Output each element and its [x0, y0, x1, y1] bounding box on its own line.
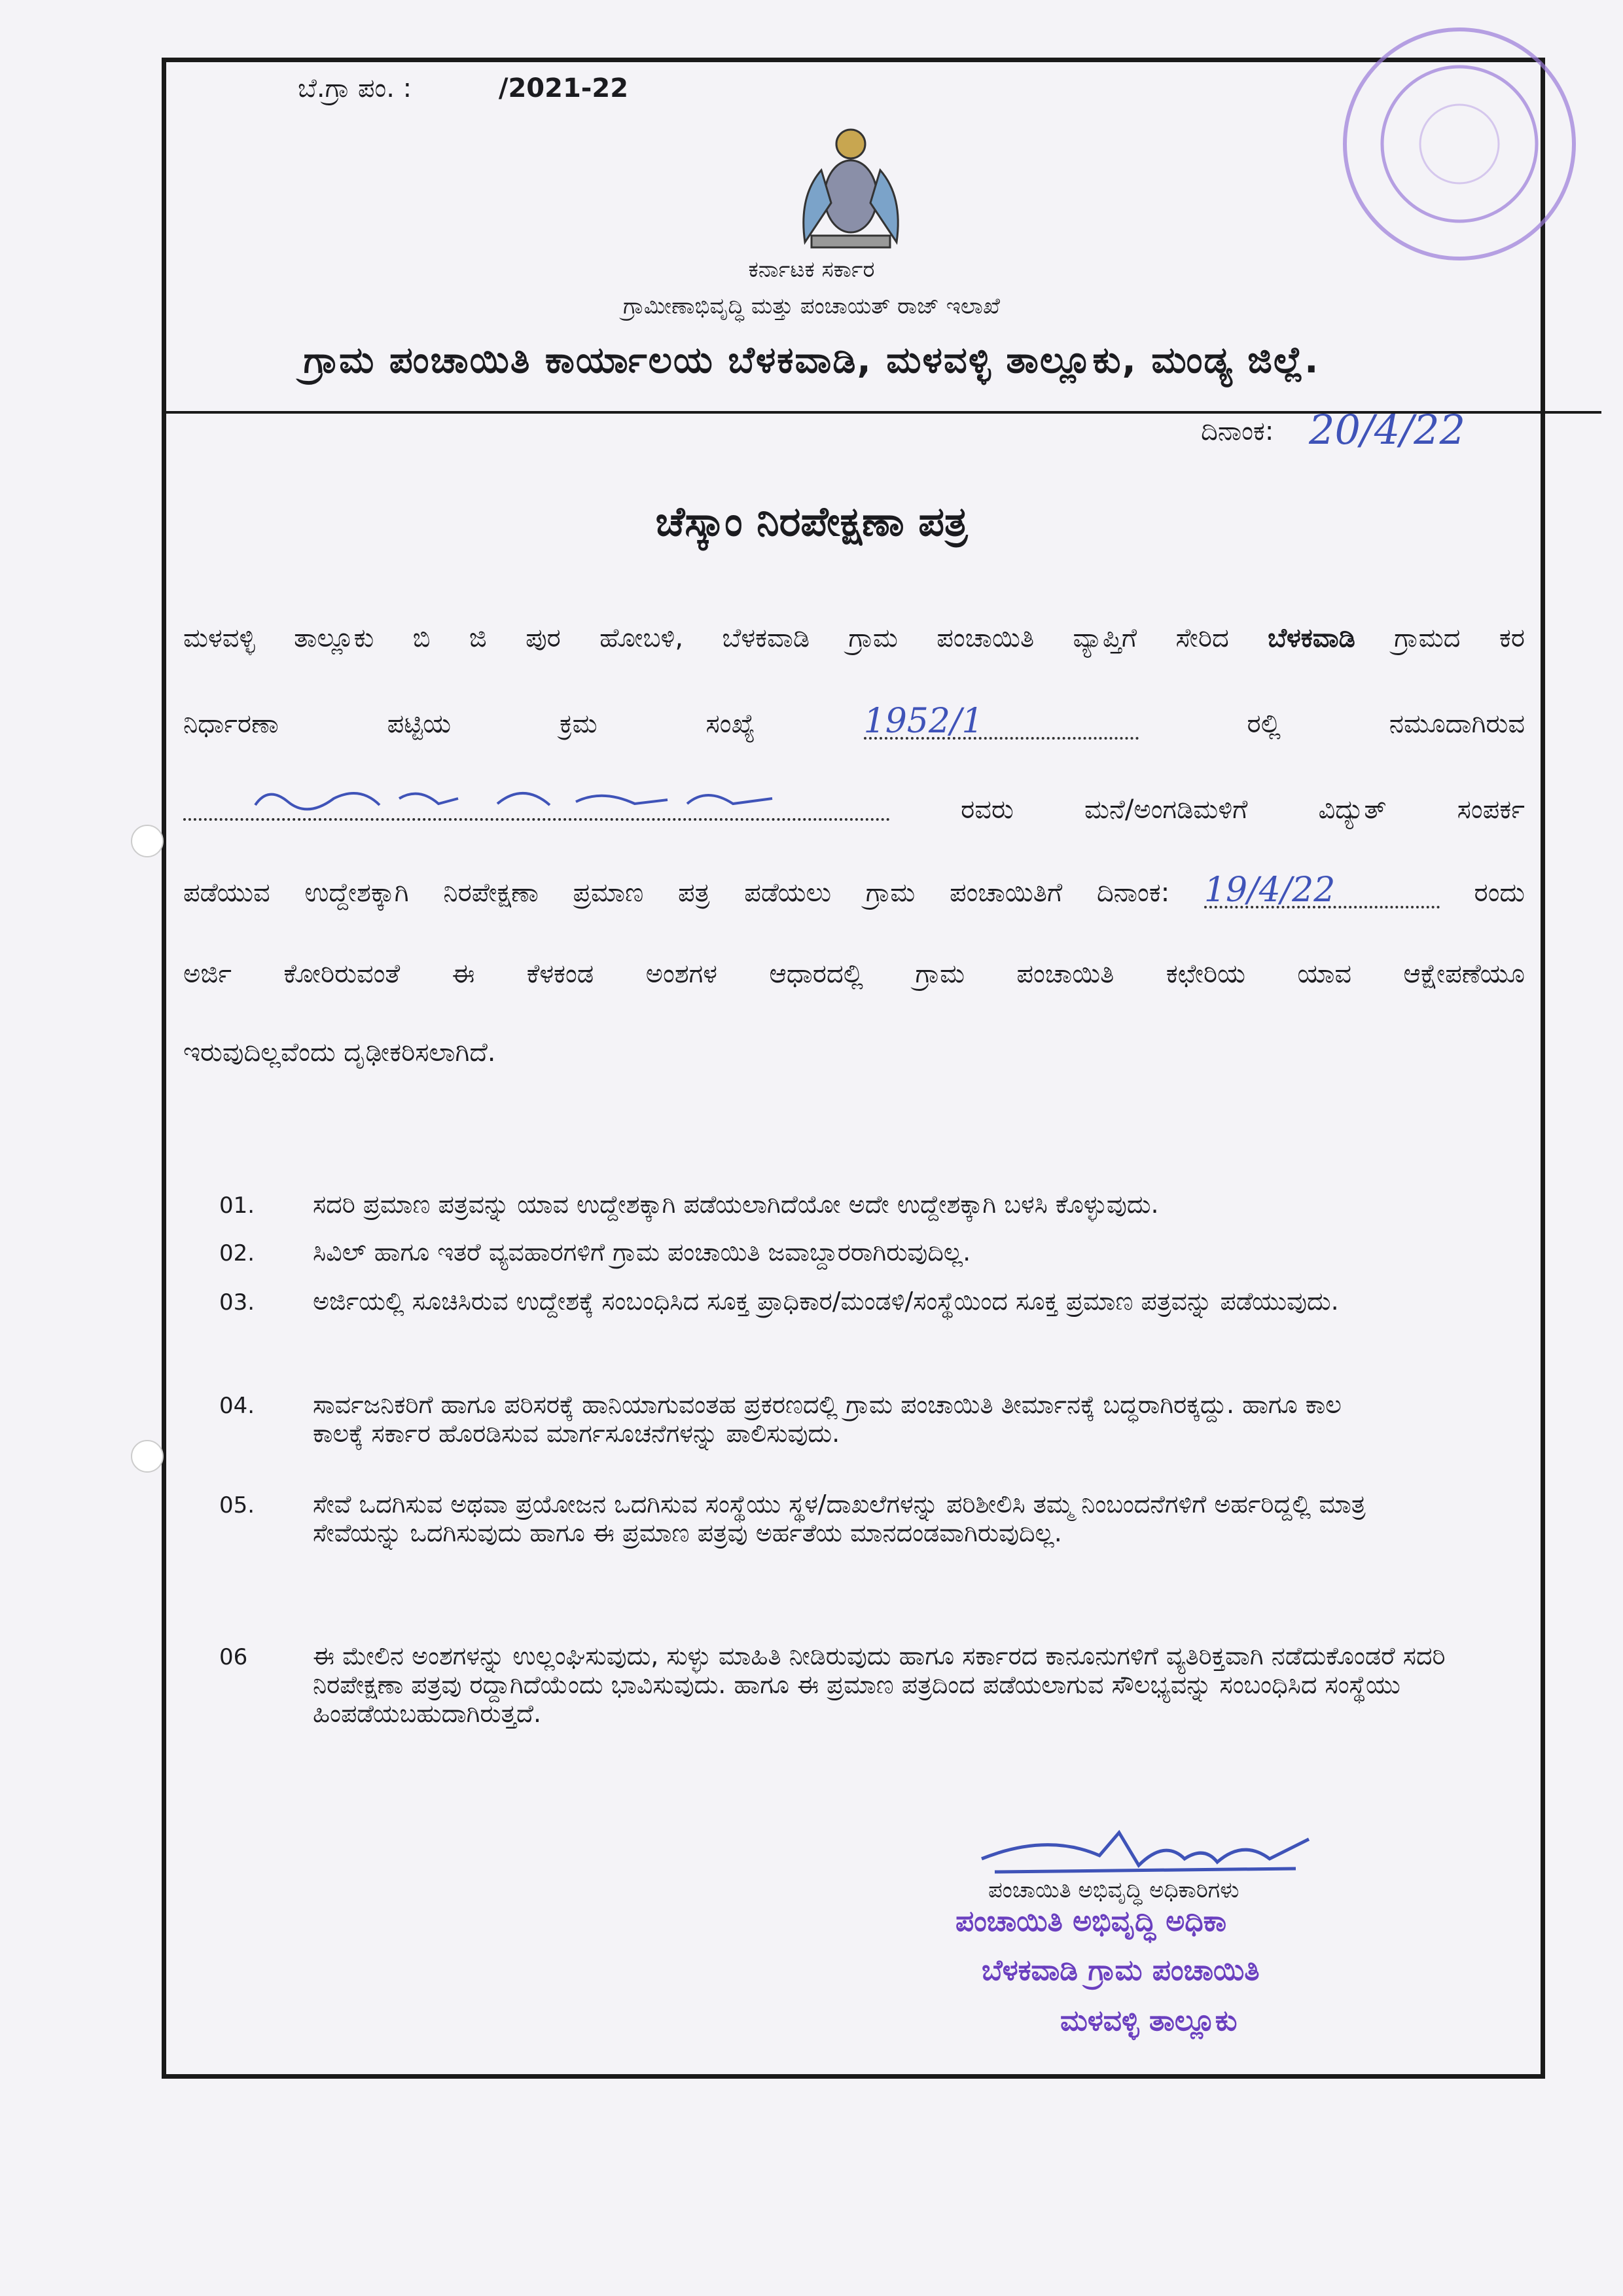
body-line-1: ಮಳವಳ್ಳಿ ತಾಲ್ಲೂಕು ಬಿ ಜಿ ಪುರ ಹೋಬಳಿ, ಬೆಳಕವಾಡಿ ಗ್ರಾಮ ಪಂಚಾಯಿತಿ ವ್ಯಾಪ್ತಿಗೆ ಸೇರಿದ ಬೆಳಕವಾಡಿ ಗ್ರಾಮದ ಕರ	[183, 623, 1525, 653]
condition-text: ಈ ಮೇಲಿನ ಅಂಶಗಳನ್ನು ಉಲ್ಲಂಘಿಸುವುದು, ಸುಳ್ಳು ಮಾಹಿತಿ ನೀಡಿರುವುದು ಹಾಗೂ ಸರ್ಕಾರದ ಕಾನೂನುಗಳಿಗೆ ವ್ಯತಿರಿಕ್ತವಾಗಿ ನಡೆದುಕೊಂಡರೆ ಸದರಿ ನಿರಪೇಕ್ಷಣಾ ಪತ್ರವು ರದ್ದಾಗಿದೆಯೆಂದು ಭಾವಿಸುವುದು. ಹಾಗೂ ಈ ಪ್ರಮಾಣ ಪತ್ರದಿಂದ ಪಡೆಯಲಾಗುವ ಸೌಲಭ್ಯವನ್ನು ಸಂಬಂಧಿಸಿದ ಸಂಸ್ಥೆಯು ಹಿಂಪಡೆಯಬಹುದಾಗಿರುತ್ತದೆ.	[313, 1641, 1446, 1728]
condition-text: ಸಾರ್ವಜನಿಕರಿಗೆ ಹಾಗೂ ಪರಿಸರಕ್ಕೆ ಹಾನಿಯಾಗುವಂತಹ ಪ್ರಕರಣದಲ್ಲಿ ಗ್ರಾಮ ಪಂಚಾಯಿತಿ ತೀರ್ಮಾನಕ್ಕೆ ಬದ್ಧರಾಗಿರಕ್ಕದ್ದು. ಹಾಗೂ ಕಾಲ ಕಾಲಕ್ಕೆ ಸರ್ಕಾರ ಹೊರಡಿಸುವ ಮಾರ್ಗಸೂಚನೆಗಳನ್ನು ಪಾಲಿಸುವುದು.	[313, 1390, 1342, 1448]
condition-number: 04.	[219, 1393, 255, 1419]
condition-number: 02.	[219, 1240, 255, 1266]
condition-number: 01.	[219, 1193, 255, 1219]
department-name: ಗ್ರಾಮೀಣಾಭಿವೃದ್ಧಿ ಮತ್ತು ಪಂಚಾಯತ್ ರಾಜ್ ಇಲಾಖೆ	[622, 293, 1001, 319]
condition-text: ಅರ್ಜಿಯಲ್ಲಿ ಸೂಚಿಸಿರುವ ಉದ್ದೇಶಕ್ಕೆ ಸಂಬಂಧಿಸಿದ ಸೂಕ್ತ ಪ್ರಾಧಿಕಾರ/ಮಂಡಳಿ/ಸಂಸ್ಥೆಯಿಂದ ಸೂಕ್ತ ಪ್ರಮಾಣ ಪತ್ರವನ್ನು ಪಡೆಯುವುದು.	[313, 1287, 1339, 1316]
ref-value: /2021-22	[498, 73, 629, 103]
condition-text: ಸದರಿ ಪ್ರಮಾಣ ಪತ್ರವನ್ನು ಯಾವ ಉದ್ದೇಶಕ್ಕಾಗಿ ಪಡೆಯಲಾಗಿದೆಯೋ ಅದೇ ಉದ್ದೇಶಕ್ಕಾಗಿ ಬಳಸಿ ಕೊಳ್ಳುವುದು.	[313, 1190, 1159, 1219]
signatory-title: ಪಂಚಾಯಿತಿ ಅಭಿವೃದ್ಧಿ ಅಧಿಕಾರಿಗಳು	[988, 1877, 1240, 1903]
condition-text: ಸಿವಿಲ್ ಹಾಗೂ ಇತರೆ ವ್ಯವಹಾರಗಳಿಗೆ ಗ್ರಾಮ ಪಂಚಾಯಿತಿ ಜವಾಬ್ದಾರರಾಗಿರುವುದಿಲ್ಲ.	[313, 1238, 971, 1266]
office-name: ಗ್ರಾಮ ಪಂಚಾಯಿತಿ ಕಾರ್ಯಾಲಯ ಬೆಳಕವಾಡಿ, ಮಳವಳ್ಳಿ ತಾಲ್ಲೂಕು, ಮಂಡ್ಯ ಜಿಲ್ಲೆ.	[303, 339, 1320, 382]
condition-number: 05.	[219, 1492, 255, 1518]
condition-text: ಸೇವೆ ಒದಗಿಸುವ ಅಥವಾ ಪ್ರಯೋಜನ ಒದಗಿಸುವ ಸಂಸ್ಥೆಯು ಸ್ಥಳ/ದಾಖಲೆಗಳನ್ನು ಪರಿಶೀಲಿಸಿ ತಮ್ಮ ನಿಂಬಂದನೆಗಳಿಗೆ ಅರ್ಹರಿದ್ದಲ್ಲಿ ಮಾತ್ರ ಸೇವೆಯನ್ನು ಒದಗಿಸುವುದು ಹಾಗೂ ಈ ಪ್ರಮಾಣ ಪತ್ರವು ಅರ್ಹತೆಯ ಮಾನದಂಡವಾಗಿರುವುದಿಲ್ಲ.	[313, 1490, 1366, 1547]
body-line-3: ರವರು ಮನೆ/ಅಂಗಡಿಮಳಿಗೆ ವಿದ್ಯುತ್ ಸಂಪರ್ಕ	[183, 792, 1525, 823]
body-line-4: ಪಡೆಯುವ ಉದ್ದೇಶಕ್ಕಾಗಿ ನಿರಪೇಕ್ಷಣಾ ಪ್ರಮಾಣ ಪತ್ರ ಪಡೆಯಲು ಗ್ರಾಮ ಪಂಚಾಯಿತಿಗೆ ದಿನಾಂಕ: 19/4/22 ರಂದು	[183, 870, 1525, 910]
village-name: ಬೆಳಕವಾಡಿ	[1268, 623, 1355, 653]
punch-hole	[131, 1440, 164, 1473]
body-line-2: ನಿರ್ಧಾರಣಾ ಪಟ್ಟಿಯ ಕ್ರಮ ಸಂಖ್ಯೆ 1952/1 ರಲ್ಲಿ ನಮೂದಾಗಿರುವ	[183, 702, 1525, 741]
serial-number: 1952/1	[863, 702, 984, 741]
punch-hole	[131, 825, 164, 857]
body-line-5: ಅರ್ಜಿ ಕೋರಿರುವಂತೆ ಈ ಕೆಳಕಂಡ ಅಂಶಗಳ ಆಧಾರದಲ್ಲಿ ಗ್ರಾಮ ಪಂಚಾಯಿತಿ ಕಛೇರಿಯ ಯಾವ ಆಕ್ಷೇಪಣೆಯೂ	[183, 959, 1525, 989]
state-emblem-icon	[785, 118, 916, 252]
seal-line-2: ಬೆಳಕವಾಡಿ ಗ್ರಾಮ ಪಂಚಾಯಿತಿ	[982, 1954, 1260, 1987]
reference-number	[298, 73, 628, 103]
application-date: 19/4/22	[1204, 870, 1336, 910]
seal-line-3: ಮಳವಳ್ಳಿ ತಾಲ್ಲೂಕು	[1060, 2004, 1238, 2037]
condition-number: 06	[219, 1644, 248, 1670]
date-label: ದಿನಾಂಕ:	[1201, 416, 1274, 446]
condition-number: 03.	[219, 1289, 255, 1316]
body-line-6: ಇರುವುದಿಲ್ಲವೆಂದು ದೃಢೀಕರಿಸಲಾಗಿದೆ.	[183, 1037, 496, 1067]
applicant-name-handwritten	[183, 792, 890, 821]
seal-line-1: ಪಂಚಾಯಿತಿ ಅಭಿವೃದ್ಧಿ ಅಧಿಕಾ	[955, 1905, 1227, 1938]
ref-label: ಬೆ.ಗ್ರಾ ಪಂ. :	[298, 73, 412, 103]
government-name: ಕರ್ನಾಟಕ ಸರ್ಕಾರ	[748, 257, 875, 283]
certificate-title: ಚೆಸ್ಕಾಂ ನಿರಪೇಕ್ಷಣಾ ಪತ್ರ	[655, 497, 968, 545]
date-value: 20/4/22	[1309, 406, 1466, 454]
